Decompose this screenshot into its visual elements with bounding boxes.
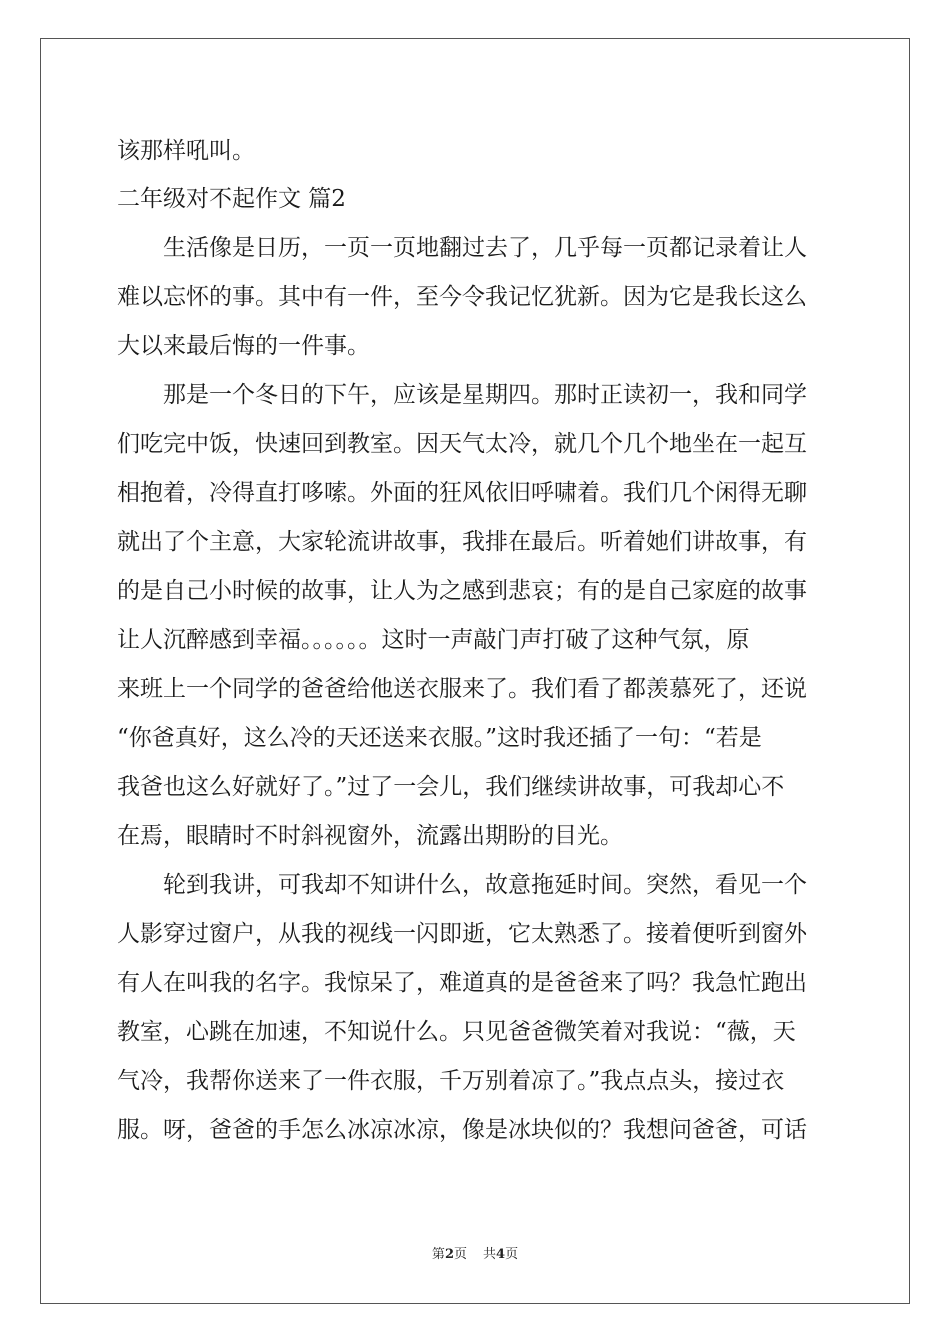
paragraph-line: 来班上一个同学的爸爸给他送衣服来了。我们看了都羡慕死了，还说 — [117, 676, 807, 702]
total-pages-prefix: 共 — [483, 1247, 497, 1262]
total-pages-suffix: 页 — [505, 1247, 519, 1262]
paragraph-line: 服。呀，爸爸的手怎么冰凉冰凉，像是冰块似的？我想问爸爸，可话 — [117, 1117, 807, 1143]
paragraph-line: 大以来最后悔的一件事。 — [117, 333, 370, 359]
paragraph-line: 就出了个主意，大家轮流讲故事，我排在最后。听着她们讲故事，有 — [117, 529, 807, 555]
total-pages-number: 4 — [496, 1247, 506, 1262]
section-heading: 二年级对不起作文 篇2 — [117, 186, 346, 212]
paragraph-line: “你爸真好，这么冷的天还送来衣服。”这时我还插了一句：“若是 — [117, 725, 762, 751]
page-number-prefix: 第 — [431, 1247, 445, 1262]
page-footer — [0, 1246, 950, 1264]
paragraph-line: 让人沉醉感到幸福。。。。。。这时一声敲门声打破了这种气氛，原 — [117, 627, 750, 653]
paragraph-line: 在焉，眼睛时不时斜视窗外，流露出期盼的目光。 — [117, 823, 623, 849]
paragraph-line: 那是一个冬日的下午，应该是星期四。那时正读初一，我和同学 — [163, 382, 807, 408]
current-page-number: 2 — [444, 1247, 454, 1262]
text-line: 该那样吼叫。 — [117, 138, 255, 164]
paragraph-line: 我爸也这么好就好了。”过了一会儿，我们继续讲故事，可我却心不 — [117, 774, 785, 800]
paragraph-line: 人影穿过窗户，从我的视线一闪即逝，它太熟悉了。接着便听到窗外 — [117, 921, 807, 947]
page-number-suffix: 页 — [453, 1247, 467, 1262]
paragraph-line: 们吃完中饭，快速回到教室。因天气太冷，就几个几个地坐在一起互 — [117, 431, 807, 457]
paragraph-line: 的是自己小时候的故事，让人为之感到悲哀；有的是自己家庭的故事 — [117, 578, 807, 604]
paragraph-line: 有人在叫我的名字。我惊呆了，难道真的是爸爸来了吗？我急忙跑出 — [117, 970, 807, 996]
paragraph-line: 轮到我讲，可我却不知讲什么，故意拖延时间。突然，看见一个 — [163, 872, 807, 898]
paragraph-line: 教室，心跳在加速，不知说什么。只见爸爸微笑着对我说：“薇，天 — [117, 1019, 796, 1045]
paragraph-line: 气冷，我帮你送来了一件衣服，千万别着凉了。”我点点头，接过衣 — [117, 1068, 785, 1094]
paragraph-line: 相抱着，冷得直打哆嗦。外面的狂风依旧呼啸着。我们几个闲得无聊 — [117, 480, 807, 506]
paragraph-line: 难以忘怀的事。其中有一件，至今令我记忆犹新。因为它是我长这么 — [117, 284, 807, 310]
paragraph-line: 生活像是日历，一页一页地翻过去了，几乎每一页都记录着让人 — [163, 235, 807, 261]
